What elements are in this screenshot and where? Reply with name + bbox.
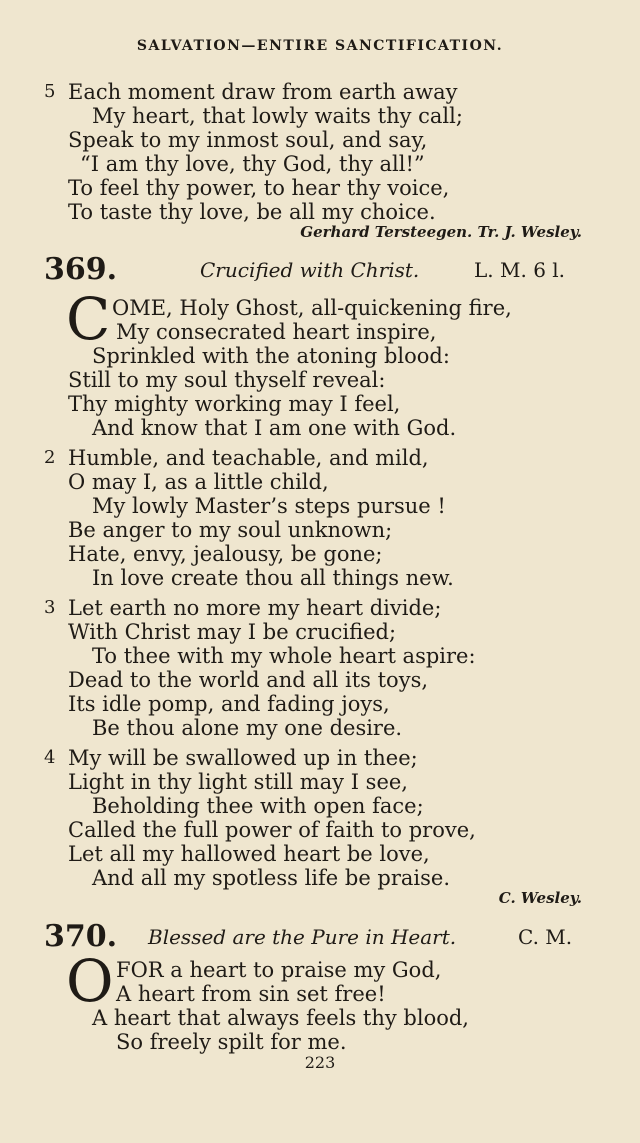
verse-number: 4 [44,747,56,768]
verse-line: Each moment draw from earth away [68,80,458,104]
page-number: 223 [304,1053,336,1072]
verse-number: 3 [44,597,56,618]
attribution: C. Wesley. [498,889,582,907]
verse-line: Called the full power of faith to prove, [68,818,476,842]
verse-line: Dead to the world and all its toys, [68,668,429,692]
drop-cap: C [66,285,111,353]
hymn-title: Crucified with Christ. [200,258,420,282]
verse-line: In love create thou all things new. [92,566,454,590]
verse-number: 2 [44,447,56,468]
verse-line: A heart from sin set free! [116,982,386,1006]
verse-line: Its idle pomp, and fading joys, [68,692,390,716]
verse-line: “I am thy love, thy God, thy all!” [80,152,425,176]
hymn-title: Blessed are the Pure in Heart. [148,925,457,949]
verse-line: Hate, envy, jealousy, be gone; [68,542,383,566]
verse-line: Humble, and teachable, and mild, [68,446,429,470]
verse-line: OME, Holy Ghost, all-quickening fire, [112,296,512,320]
verse-line: Light in thy light still may I see, [68,770,408,794]
verse-line: To feel thy power, to hear thy voice, [68,176,450,200]
drop-cap: O [66,947,114,1015]
verse-line: Still to my soul thyself reveal: [68,368,386,392]
hymn-meter: L. M. 6 l. [474,258,566,282]
verse-line: Be anger to my soul unknown; [68,518,393,542]
verse-line: And know that I am one with God. [92,416,457,440]
verse-line: With Christ may I be crucified; [68,620,397,644]
verse-line: My consecrated heart inspire, [116,320,437,344]
attribution: Gerhard Tersteegen. Tr. J. Wesley. [300,223,582,241]
running-header: SALVATION—ENTIRE SANCTIFICATION. [136,38,504,54]
verse-line: A heart that always feels thy blood, [92,1006,469,1030]
verse-line: My will be swallowed up in thee; [68,746,418,770]
verse-line: Let earth no more my heart divide; [68,596,442,620]
verse-line: Be thou alone my one desire. [92,716,403,740]
verse-line: Sprinkled with the atoning blood: [92,344,450,368]
verse-line: To taste thy love, be all my choice. [68,200,436,224]
verse-line: Thy mighty working may I feel, [68,392,401,416]
verse-line: My lowly Master’s steps pursue ! [92,494,446,518]
hymn-number: 370. [44,919,118,954]
verse-line: And all my spotless life be praise. [92,866,451,890]
verse-line: FOR a heart to praise my God, [116,958,442,982]
verse-line: So freely spilt for me. [116,1030,347,1054]
verse-line: To thee with my whole heart aspire: [92,644,476,668]
verse-line: O may I, as a little child, [68,470,329,494]
verse-line: Speak to my inmost soul, and say, [68,128,428,152]
verse-number: 5 [44,81,56,102]
verse-line: Let all my hallowed heart be love, [68,842,430,866]
verse-line: Beholding thee with open face; [92,794,424,818]
hymn-meter: C. M. [518,925,573,949]
hymn-number: 369. [44,252,118,287]
verse-line: My heart, that lowly waits thy call; [92,104,463,128]
